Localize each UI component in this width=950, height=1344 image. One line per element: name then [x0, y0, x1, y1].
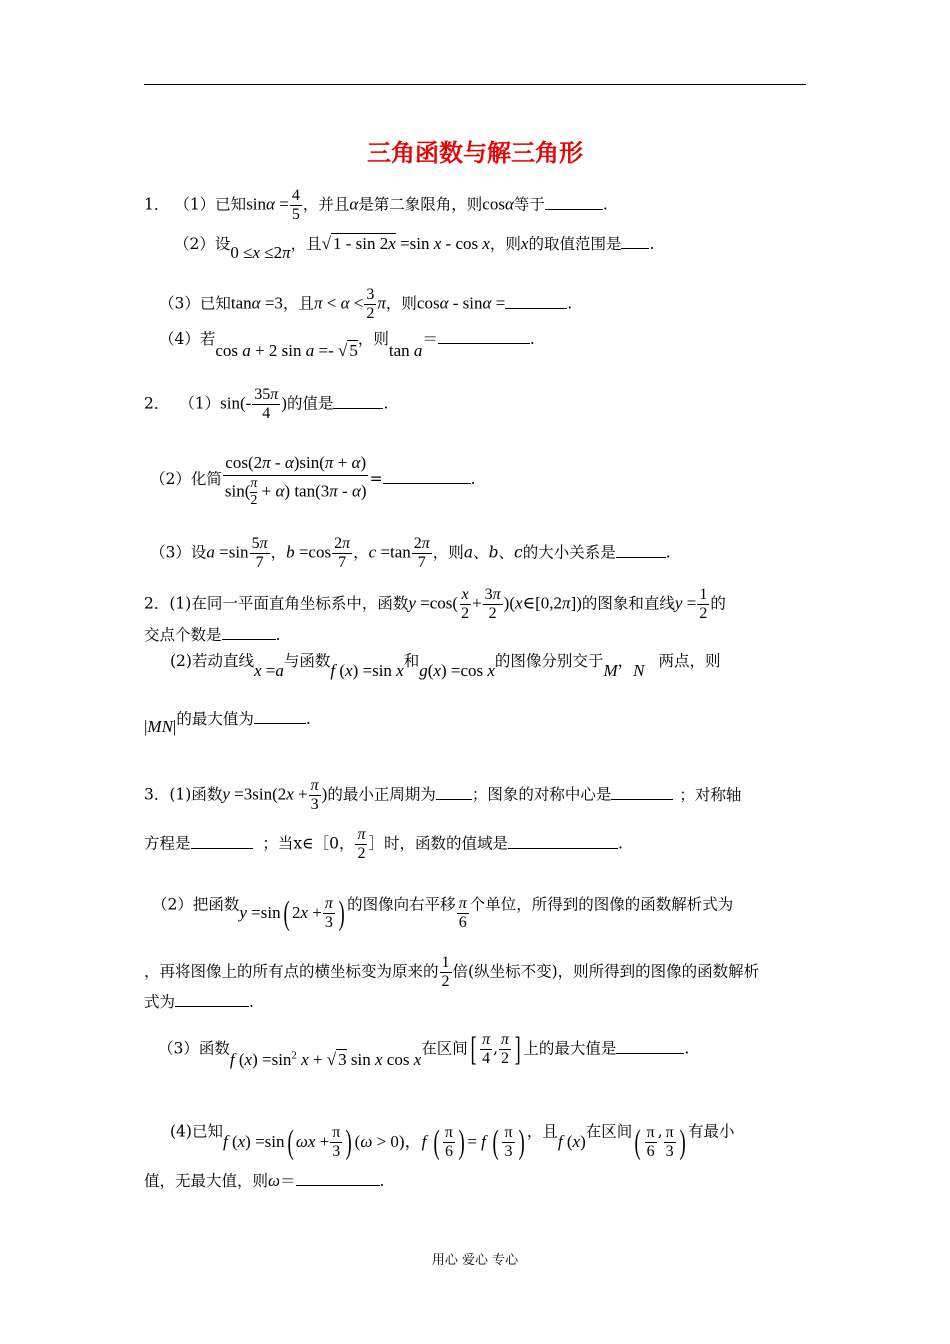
header-rule: [144, 84, 806, 85]
q3-part2: （2）把函数y =sin( 2x + $\frac{\pi}{3}$ ) 的图像向右平移 $\frac{\pi}{6}$ 个单位，所得到的图像的函数解析式为: [152, 894, 734, 932]
answer-blank[interactable]: [296, 1171, 380, 1186]
q2b-part2: (2)若动直线x =a与函数f (x) =sin x和g(x) =cos x的图像分别交于M，N 两点，则: [170, 652, 721, 680]
q1-part2: （2）设0 ≤x ≤2π，且√ 1 - sin 2x =sin x - cos x，则x的取值范围是 .: [174, 234, 655, 262]
answer-blank[interactable]: [616, 1039, 684, 1054]
answer-blank[interactable]: [621, 234, 649, 249]
answer-blank[interactable]: [616, 543, 666, 558]
q2a-part3: （3）设a =sin $\frac{5\pi}{7}$ ，b =cos $\frac{2\pi}{7}$ ，c =tan $\frac{2\pi}{7}$ ，则a、b、c的大小关系是 .: [150, 535, 671, 571]
answer-blank[interactable]: [611, 791, 673, 800]
q3-part1-cont: 方程是 ；当x∈［0， $\frac{\pi}{2}$ ］时，函数的值域是 .: [144, 826, 623, 862]
answer-blank[interactable]: [505, 294, 567, 309]
answer-blank[interactable]: [436, 785, 472, 800]
answer-blank[interactable]: [222, 625, 276, 640]
q2b-part1: 2．(1)在同一平面直角坐标系中，函数y =cos( $\frac{x}{2}$ + $\frac{3\pi}{2}$ )(x∈[0,2π])的图象和直线y = $\frac{1}{2}$ 的: [144, 586, 726, 622]
q2b-part2-cont: |MN|的最大值为 .: [144, 710, 311, 736]
q3-part4-cont: 值，无最大值，则ω＝ .: [144, 1171, 385, 1190]
page-title: 三角函数与解三角形: [367, 139, 583, 167]
q3-part2-cont2: 式为 .: [144, 993, 254, 1011]
q1-part4: （4）若cos a + 2 sin a =- √ 5，则tan a＝ .: [159, 330, 535, 360]
q2b-part1-cont: 交点个数是 .: [144, 626, 281, 644]
q3-part4: (4)已知f (x) =sin( ωx + $\frac{\pi}{3}$ ) (ω > 0)，f ( $\frac{\pi}{6}$ ) = f ( $\frac{\pi}{3}$ ) ，且f (x)在区间( $\frac{\pi}{6}$ , $\frac{\pi}{3}$ ) 有最小: [170, 1122, 735, 1161]
q2a-part2: （2）化简 cos(2π - α)sin(π + α) sin( $\frac{\pi}{2}$ + α) tan(3π - α) = .: [150, 453, 476, 508]
answer-blank[interactable]: [438, 329, 530, 344]
q3-part3: （3）函数f $(x) =\sin^2$ x + √ 3 sin x cos x在区间[ $\frac{\pi}{4}$ , $\frac{\pi}{2}$ ] 上的最大值是 .: [158, 1030, 690, 1069]
answer-blank[interactable]: [383, 469, 471, 484]
answer-blank[interactable]: [191, 840, 253, 849]
answer-blank[interactable]: [545, 195, 603, 210]
q1-part1: 1． （1）已知sinα = $\frac{4}{5}$ ，并且α是第二象限角，则cosα等于 .: [144, 187, 608, 223]
answer-blank[interactable]: [175, 992, 249, 1007]
q1-number: 1．: [144, 195, 170, 214]
q1-part3: （3）已知tanα =3，且π < α < $\frac{3}{2}$ π，则cosα - sinα = .: [159, 286, 573, 322]
answer-blank[interactable]: [254, 709, 306, 724]
q3-part2-cont: ，再将图像上的所有点的横坐标变为原来的 $\frac{1}{2}$ 倍(纵坐标不变)，则所得到的图像的函数解析: [144, 954, 760, 990]
page-footer: 用心 爱心 专心: [431, 1253, 519, 1268]
q2a-part1: 2． （1）sin(- $\frac{35\pi}{4}$ )的值是 .: [144, 386, 389, 422]
q3-part1: 3．(1)函数y =3sin(2x + $\frac{\pi}{3}$ )的最小正周期为 ；图象的对称中心是 ；对称轴: [144, 777, 742, 813]
answer-blank[interactable]: [333, 394, 383, 409]
answer-blank[interactable]: [508, 834, 618, 849]
